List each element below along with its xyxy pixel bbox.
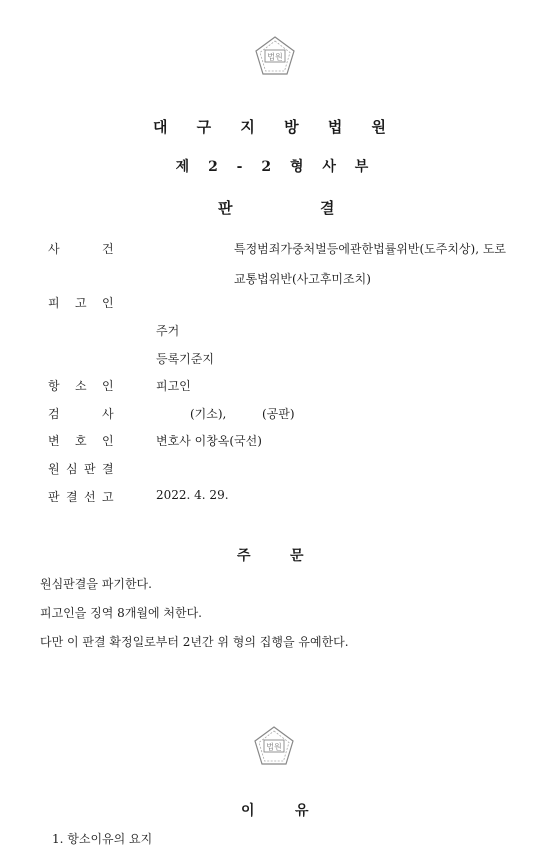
court-emblem-top <box>253 34 297 78</box>
court-name: 대 구 지 방 법 원 <box>152 118 399 136</box>
reasons-item-1: 1. 항소이유의 요지 <box>52 832 153 846</box>
division-name: 제 2 - 2 형 사 부 <box>175 159 376 175</box>
registered-domicile-label: 등록기준지 <box>156 352 214 366</box>
sentence-date-value: 2022. 4. 29. <box>156 488 229 502</box>
order-line-3: 다만 이 판결 확정일로부터 2년간 위 형의 집행을 유예한다. <box>40 635 349 649</box>
order-line-2: 피고인을 징역 8개월에 처한다. <box>40 606 202 620</box>
svg-text:법원: 법원 <box>267 52 283 62</box>
prosecutor-role-indictment: (기소), <box>190 407 227 421</box>
order-line-1: 원심판결을 파기한다. <box>40 577 152 591</box>
case-name-line2: 교통법위반(사고후미조치) <box>234 272 371 286</box>
counsel-value: 변호사 이창옥(국선) <box>156 434 262 448</box>
appellant-value: 피고인 <box>156 379 191 393</box>
court-emblem-bottom <box>252 724 296 768</box>
case-name-line1: 특정범죄가중처벌등에관한법률위반(도주치상), 도로 <box>234 242 507 256</box>
address-label: 주거 <box>156 324 180 338</box>
prosecutor-role-trial: (공판) <box>262 407 295 421</box>
svg-text:법원: 법원 <box>266 742 282 752</box>
